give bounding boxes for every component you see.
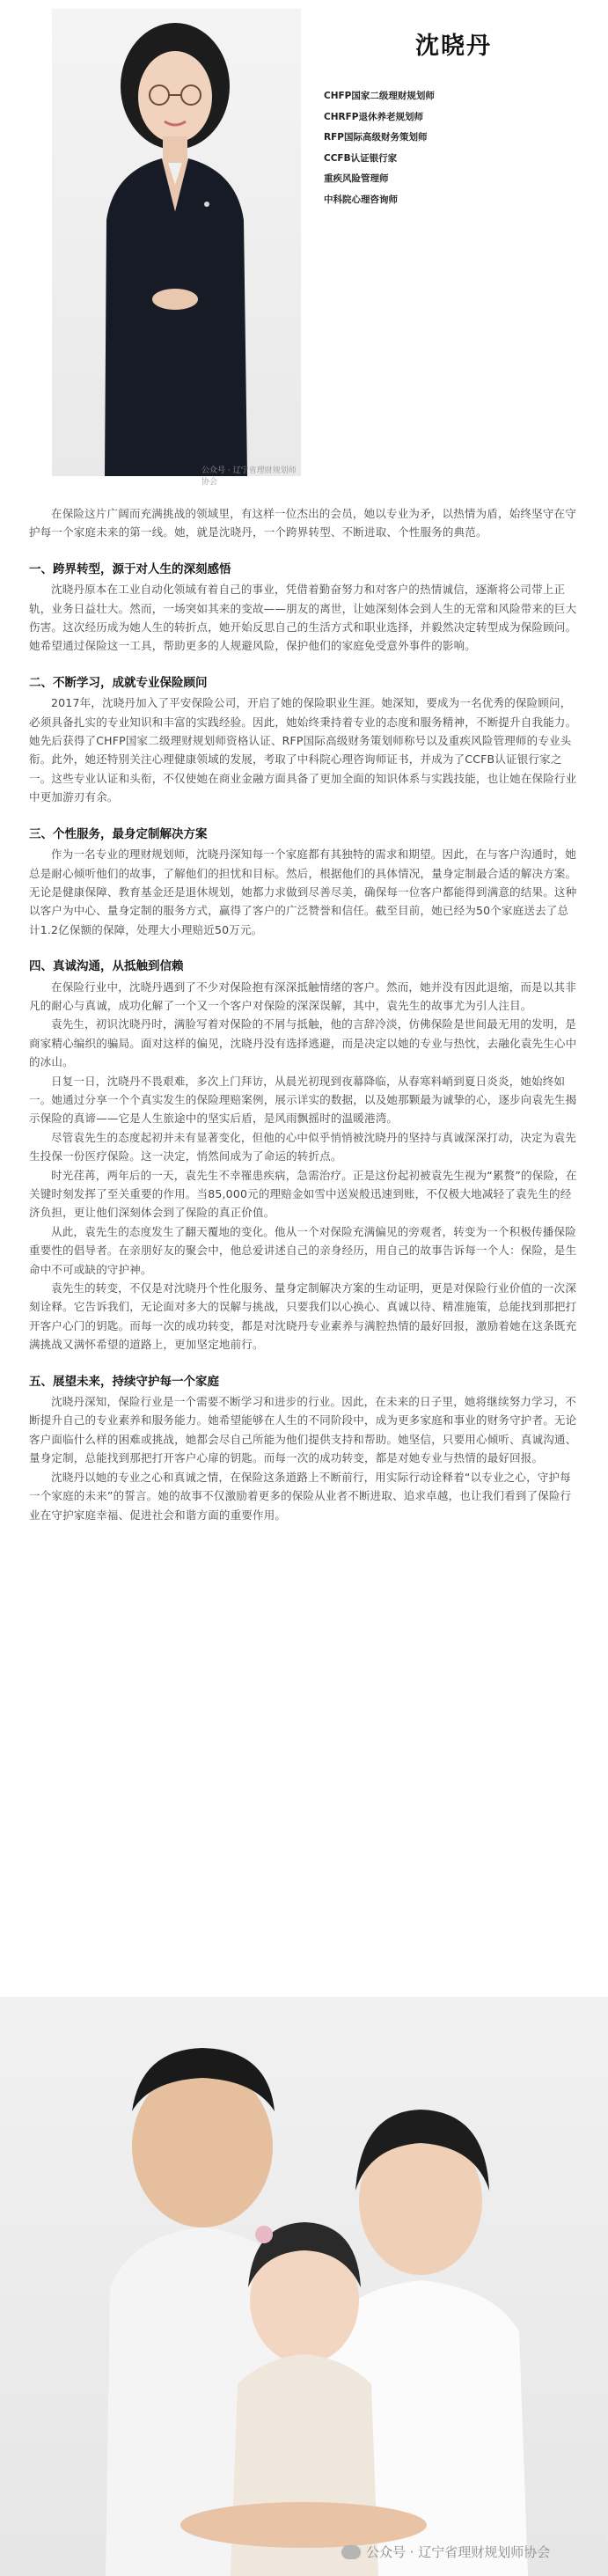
section-heading: 三、个性服务，最身定制解决方案: [29, 826, 208, 841]
profile-name: 沈晓丹: [415, 33, 492, 60]
profile-header: [0, 0, 608, 487]
qualification-item: RFP国际高级财务策划师: [324, 132, 428, 143]
family-illustration: [0, 1997, 608, 2576]
qualification-item: 重疾风险管理师: [324, 173, 389, 185]
section-paragraph: 沈晓丹原本在工业自动化领域有着自己的事业，凭借着勤奋努力和对客户的热情诚信，逐渐将公司带上正轨，业务日益壮大。然而，一场突如其来的变故——朋友的离世，让她深刻体会到人生的无常和风险带来的巨大伤害。这次经历成为她人生的转折点，她开始反思自己的生活方式和职业选择，并毅然决定转型成为保险顾问。她希望通过保险这一工具，帮助更多的人规避风险，保护他们的家庭免受意外事件的影响。: [29, 583, 577, 653]
section-paragraph: 袁先生的转变，不仅是对沈晓丹个性化服务、量身定制解决方案的生动证明，更是对保险行业价值的一次深刻诠释。它告诉我们，无论面对多大的误解与挑战，只要我们以心换心、真诚以待、精准施策，总能找到那把打开客户心门的钥匙。而每一次的成功转变，都是对沈晓丹专业素养与满腔热情的最好回报，激励着她在这条既充满挑战又满怀希望的道路上，更加坚定地前行。: [29, 1281, 577, 1352]
section-paragraph: 时光荏苒，两年后的一天，袁先生不幸罹患疾病，急需治疗。正是这份起初被袁先生视为“累赘”的保险，在关键时刻发挥了至关重要的作用。当85,000元的理赔金如雪中送炭般迅速到账，不仅极大地减轻了袁先生的经济负担，更让他们深刻体会到了保险的真正价值。: [29, 1168, 577, 1220]
qualification-item: 中科院心理咨询师: [324, 194, 398, 205]
portrait-illustration: [52, 9, 301, 476]
section-heading: 二、不断学习，成就专业保险顾问: [29, 675, 208, 690]
qualification-item: CCFB认证银行家: [324, 152, 398, 164]
section-paragraph: 日复一日，沈晓丹不畏艰难，多次上门拜访，从晨光初现到夜幕降临，从春寒料峭到夏日炎炎，她始终如一。她通过分享一个个真实发生的保险理赔案例，展示详实的数据，以及她那颗最为诚挚的心，逐步向袁先生揭示保险的真谛——它是人生旅途中的坚实后盾，是风雨飘摇时的温暖港湾。: [29, 1074, 577, 1126]
section-paragraph: 从此，袁先生的态度发生了翻天覆地的变化。他从一个对保险充满偏见的旁观者，转变为一个积极传播保险重要性的倡导者。在亲朋好友的聚会中，他总爱讲述自己的亲身经历，用自己的故事告诉每一个人：保险，是生命中不可或缺的守护神。: [29, 1224, 577, 1276]
family-photo: [0, 1997, 608, 2576]
article-body: [29, 504, 579, 1524]
qualification-item: CHFP国家二级理财规划师: [324, 91, 435, 101]
section-paragraph: 袁先生，初识沈晓丹时，满脸写着对保险的不屑与抵触，他的言辞冷淡，仿佛保险是世间最无用的发明，是商家精心编织的骗局。面对这样的偏见，沈晓丹没有选择逃避，而是决定以她的专业与热忱，去融化袁先生心中的冰山。: [29, 1017, 577, 1069]
intro-paragraph: 在保险这片广阔而充满挑战的领域里，有这样一位杰出的会员，她以专业为矛，以热情为盾，始终坚守在守护每一个家庭未来的第一线。她，就是沈晓丹，一个跨界转型、不断进取、个性服务的典范。: [29, 507, 576, 539]
family-photo-watermark-text: 公众号 · 辽宁省理财规划师协会: [366, 2544, 551, 2560]
section-heading: 五、展望未来，持续守护每一个家庭: [29, 1374, 219, 1389]
qualification-list: [324, 86, 435, 211]
family-photo-watermark: [341, 2543, 550, 2561]
section-paragraph: 2017年，沈晓丹加入了平安保险公司，开启了她的保险职业生涯。她深知，要成为一名优秀的保险顾问，必须具备扎实的专业知识和丰富的实践经验。因此，她始终秉持着专业的态度和服务精神，不断提升自我能力。她先后获得了CHFP国家二级理财规划师资格认证、RFP国际高级财务策划师称号以及重疾风险管理师的专业头衔。此外，她还特别关注心理健康领域的发展，考取了中科院心理咨询师证书，并成为了CCFB认证银行家之一。这些专业认证和头衔，不仅使她在商业金融方面具备了更加全面的知识体系与实践技能，也让她在保险行业中更加游刃有余。: [29, 696, 577, 804]
section-heading: 四、真诚沟通，从抵触到信赖: [29, 959, 184, 974]
section-heading: 一、跨界转型，源于对人生的深刻感悟: [29, 561, 231, 576]
section-paragraph: 沈晓丹深知，保险行业是一个需要不断学习和进步的行业。因此，在未来的日子里，她将继续努力学习，不断提升自己的专业素养和服务能力。她希望能够在人生的不同阶段中，成为更多家庭和事业的财务守护者。无论客户面临什么样的困难或挑战，她都会尽自己所能为他们提供支持和帮助。她坚信，只要用心倾听、真诚沟通、量身定制，总能找到那把打开客户心扉的钥匙。而每一次的成功转变，都是对她专业与热情的最好回报。: [29, 1395, 577, 1465]
section-paragraph: 尽管袁先生的态度起初并未有显著变化，但他的心中似乎悄悄被沈晓丹的坚持与真诚深深打动，决定为袁先生投保一份医疗保险。这一决定，悄然间成为了命运的转折点。: [29, 1130, 576, 1163]
portrait-photo: [52, 9, 301, 487]
portrait-watermark: 公众号 · 辽宁省理财规划师协会: [201, 466, 297, 487]
section-paragraph: 在保险行业中，沈晓丹遇到了不少对保险抱有深深抵触情绪的客户。然而，她并没有因此退缩，而是以其非凡的耐心与真诚，成功化解了一个又一个客户对保险的深深误解，其中，袁先生的故事尤为引人注目。: [29, 980, 576, 1012]
section-paragraph: 沈晓丹以她的专业之心和真诚之情，在保险这条道路上不断前行，用实际行动诠释着“以专业之心，守护每一个家庭的未来”的誓言。她的故事不仅激励着更多的保险从业者不断进取、追求卓越，也让我们看到了保险行业在守护家庭幸福、促进社会和谐方面的重要作用。: [29, 1470, 572, 1522]
wechat-icon: [341, 2545, 361, 2559]
qualification-item: CHRFP退休养老规划师: [324, 111, 423, 122]
section-paragraph: 作为一名专业的理财规划师，沈晓丹深知每一个家庭都有其独特的需求和期望。因此，在与客户沟通时，她总是耐心倾听他们的故事，了解他们的担忧和目标。然后，根据他们的具体情况，量身定制最合适的解决方案。无论是健康保障、教育基金还是退休规划，她都力求做到尽善尽美，确保每一位客户都能得到满意的结果。这种以客户为中心、量身定制的服务方式，赢得了客户的广泛赞誉和信任。截至目前，她已经为50个家庭送去了总计1.2亿保额的保障，处理大小理赔近50万元。: [29, 848, 577, 936]
